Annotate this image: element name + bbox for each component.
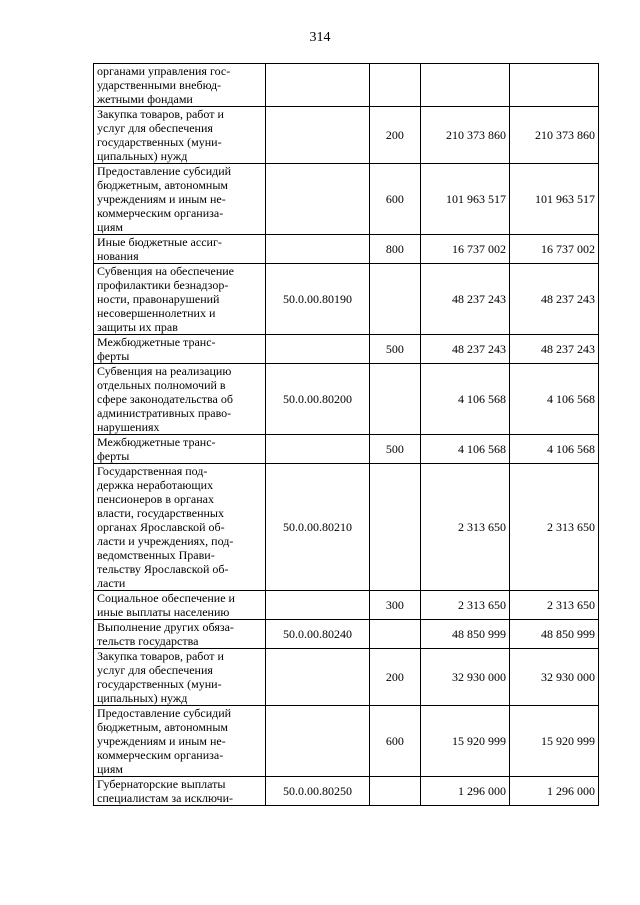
row-name-cell: Государственная под- держка неработающих пенсионеров в органах власти, государственных органах Ярославской об- ласти и учреждениях, под- ведомственных Прави- тельству Ярославской об- ласти [94,464,266,591]
row-expense-type-cell [369,364,421,435]
table-row [94,364,599,435]
row-code-cell [266,64,369,107]
row-name-cell: Закупка товаров, работ и услуг для обеспечения государственных (муни- ципальных) нужд [94,107,266,164]
row-expense-type-cell: 600 [369,706,421,777]
row-amount-cell: 4 106 568 [421,435,510,464]
row-amount-cell: 48 237 243 [421,335,510,364]
row-amount-cell: 16 737 002 [510,235,599,264]
row-code-cell [266,649,369,706]
row-name-cell: органами управления гос- ударственными внебюд- жетными фондами [94,64,266,107]
row-amount-cell: 48 237 243 [510,264,599,335]
row-expense-type-cell: 600 [369,164,421,235]
row-expense-type-cell: 500 [369,335,421,364]
row-code-cell [266,706,369,777]
row-amount-cell: 2 313 650 [510,464,599,591]
row-expense-type-cell: 200 [369,107,421,164]
row-code-cell [266,335,369,364]
table-row [94,620,599,649]
table-row [94,777,599,806]
row-expense-type-cell [369,620,421,649]
row-amount-cell: 48 850 999 [510,620,599,649]
row-expense-type-cell [369,777,421,806]
row-name-cell: Предоставление субсидий бюджетным, автономным учреждениям и иным не- коммерческим организа- циям [94,706,266,777]
row-amount-cell: 210 373 860 [510,107,599,164]
table-row [94,235,599,264]
row-name-cell: Межбюджетные транс- ферты [94,435,266,464]
row-amount-cell: 15 920 999 [510,706,599,777]
row-code-cell [266,164,369,235]
row-amount-cell: 48 850 999 [421,620,510,649]
row-amount-cell: 2 313 650 [510,591,599,620]
row-amount-cell: 32 930 000 [510,649,599,706]
table-row [94,164,599,235]
row-name-cell: Социальное обеспечение и иные выплаты населению [94,591,266,620]
row-expense-type-cell [369,264,421,335]
row-amount-cell: 32 930 000 [421,649,510,706]
row-expense-type-cell [369,464,421,591]
table-row [94,335,599,364]
row-amount-cell: 48 237 243 [510,335,599,364]
table-row [94,107,599,164]
row-amount-cell: 16 737 002 [421,235,510,264]
table-row [94,435,599,464]
row-code-cell: 50.0.00.80210 [266,464,369,591]
row-name-cell: Иные бюджетные ассиг- нования [94,235,266,264]
row-amount-cell: 4 106 568 [510,364,599,435]
row-amount-cell: 15 920 999 [421,706,510,777]
row-expense-type-cell: 800 [369,235,421,264]
table-row [94,591,599,620]
row-expense-type-cell [369,64,421,107]
row-amount-cell: 1 296 000 [421,777,510,806]
row-amount-cell: 101 963 517 [421,164,510,235]
row-code-cell: 50.0.00.80190 [266,264,369,335]
row-name-cell: Субвенция на реализацию отдельных полномочий в сфере законодательства об административных право- нарушениях [94,364,266,435]
table-row [94,706,599,777]
row-expense-type-cell: 300 [369,591,421,620]
table-row [94,464,599,591]
row-code-cell: 50.0.00.80250 [266,777,369,806]
table-row [94,649,599,706]
row-amount-cell: 2 313 650 [421,591,510,620]
row-amount-cell [421,64,510,107]
row-code-cell: 50.0.00.80240 [266,620,369,649]
table-row [94,264,599,335]
row-name-cell: Межбюджетные транс- ферты [94,335,266,364]
row-name-cell: Предоставление субсидий бюджетным, автономным учреждениям и иным не- коммерческим организа- циям [94,164,266,235]
budget-table-body [94,64,599,806]
row-amount-cell: 4 106 568 [421,364,510,435]
row-code-cell [266,235,369,264]
table-row [94,64,599,107]
row-amount-cell: 48 237 243 [421,264,510,335]
row-code-cell [266,435,369,464]
row-amount-cell: 101 963 517 [510,164,599,235]
row-amount-cell: 4 106 568 [510,435,599,464]
row-amount-cell: 1 296 000 [510,777,599,806]
row-expense-type-cell: 200 [369,649,421,706]
row-amount-cell [510,64,599,107]
budget-table [93,63,599,806]
row-code-cell: 50.0.00.80200 [266,364,369,435]
row-code-cell [266,107,369,164]
row-code-cell [266,591,369,620]
page-number: 314 [309,30,331,45]
row-amount-cell: 210 373 860 [421,107,510,164]
row-name-cell: Субвенция на обеспечение профилактики безнадзор- ности, правонарушений несовершеннолетних и защиты их прав [94,264,266,335]
row-name-cell: Губернаторские выплаты специалистам за исключи- [94,777,266,806]
row-name-cell: Выполнение других обяза- тельств государства [94,620,266,649]
row-name-cell: Закупка товаров, работ и услуг для обеспечения государственных (муни- ципальных) нужд [94,649,266,706]
row-expense-type-cell: 500 [369,435,421,464]
row-amount-cell: 2 313 650 [421,464,510,591]
